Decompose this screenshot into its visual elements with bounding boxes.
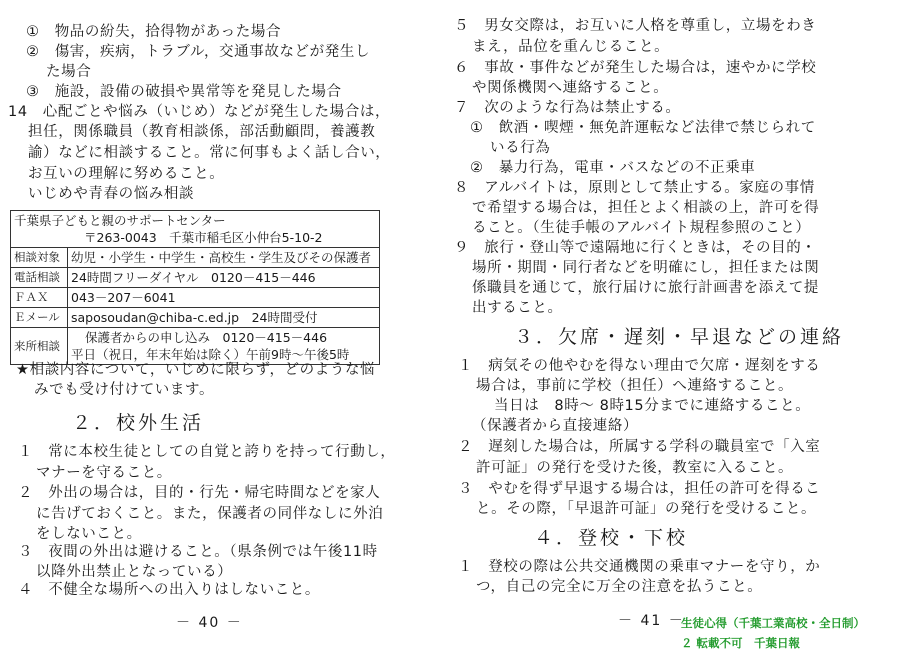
text-line: １ 常に本校生徒としての自覚と誇りを持って行動し， <box>18 444 396 460</box>
row-value: 043－207－6041 <box>68 288 380 308</box>
text-line: お互いの理解に努めること。 <box>28 166 225 182</box>
text-line: マナーを守ること。 <box>36 465 172 481</box>
text-line: ６ 事故・事件などが発生した場合は，速やかに学校 <box>454 60 817 76</box>
text-line: 許可証」の発行を受けた後，教室に入ること。 <box>476 460 794 476</box>
text-line: ること。（生徒手帳のアルバイト規程参照のこと） <box>472 220 811 236</box>
section-title: ４．登校・下校 <box>534 527 689 549</box>
row-key: 来所相談 <box>11 328 68 365</box>
row-value: 幼児・小学生・中学生・高校生・学生及びその保護者 <box>68 248 380 268</box>
text-line: ② 暴力行為，電車・バスなどの不正乗車 <box>470 160 756 176</box>
page-number: － 40 － <box>176 615 243 631</box>
text-line: ３ 夜間の外出は避けること。（県条例では午後11時 <box>18 544 378 560</box>
row-value: 24時間フリーダイヤル 0120－415－446 <box>68 268 380 288</box>
text-line: 場所・期間・同行者などを明確にし，担任または関 <box>472 260 820 276</box>
text-line: 当日は 8時～ 8時15分までに連絡すること。 <box>494 398 811 414</box>
table-row <box>11 288 380 308</box>
text-line: ２ 遅刻した場合は，所属する学科の職員室で「入室 <box>458 439 821 455</box>
contact-org-cell <box>11 211 380 248</box>
stamp-line: 生徒心得（千葉工業高校・全日制） <box>681 616 865 630</box>
page-number: － 41 － <box>618 613 685 629</box>
text-line: 出すること。 <box>472 300 563 316</box>
text-line: １ 病気その他やむを得ない理由で欠席・遅刻をする <box>458 358 821 374</box>
text-line: 担任，関係職員（教育相談係，部活動顧問，養護教 <box>28 124 376 140</box>
text-line: や関係機関へ連絡すること。 <box>472 80 669 96</box>
text-line: ７ 次のような行為は禁止する。 <box>454 100 681 116</box>
row-value: 保護者からの申し込み 0120－415－446 <box>85 330 328 345</box>
text-line: ① 物品の紛失，拾得物があった場合 <box>26 24 282 40</box>
note-line: みでも受け付けています。 <box>34 382 215 398</box>
row-key: 電話相談 <box>11 268 68 288</box>
stamp-line: ２ 転載不可 千葉日報 <box>681 636 801 650</box>
section-title: ３．欠席・遅刻・早退などの連絡 <box>514 326 845 348</box>
contact-org: 千葉県子どもと親のサポートセンター <box>14 213 226 228</box>
row-value-2: 平日（祝日，年末年始は除く）午前9時～午後5時 <box>71 347 350 362</box>
text-line: いじめや青春の悩み相談 <box>28 186 195 202</box>
text-line: ３ やむを得ず早退する場合は，担任の許可を得るこ <box>458 481 821 497</box>
text-line: １ 登校の際は公共交通機関の乗車マナーを守り，か <box>458 559 821 575</box>
text-line: をしないこと。 <box>36 526 142 542</box>
text-line: 14 心配ごとや悩み（いじめ）などが発生した場合は， <box>8 104 391 120</box>
text-line: ９ 旅行・登山等で遠隔地に行くときは，その目的・ <box>454 240 817 256</box>
text-line: ① 飲酒・喫煙・無免許運転など法律で禁じられて <box>470 120 816 136</box>
text-line: 以降外出禁止となっている） <box>36 564 233 580</box>
section-title: ２．校外生活 <box>72 412 205 434</box>
table-row <box>11 308 380 328</box>
row-key: ＦＡＸ <box>11 288 68 308</box>
contact-table <box>10 210 380 365</box>
text-line: に告げておくこと。また，保護者の同伴なしに外泊 <box>36 506 384 522</box>
right-page <box>450 0 900 659</box>
row-value: saposoudan@chiba-c.ed.jp 24時間受付 <box>68 308 380 328</box>
text-line: ② 傷害，疾病，トラブル，交通事故などが発生し <box>26 44 371 60</box>
text-line: まえ，品位を重んじること。 <box>472 39 670 55</box>
text-line: ４ 不健全な場所への出入りはしないこと。 <box>18 582 320 598</box>
contact-address: 〒263-0043 千葉市稲毛区小仲台5-10-2 <box>84 230 323 245</box>
text-line: 場合は，事前に学校（担任）へ連絡すること。 <box>476 378 794 394</box>
text-line: た場合 <box>46 64 92 80</box>
text-line: 係職員を通じて，旅行届けに旅行計画書を添えて提 <box>472 280 820 296</box>
text-line: と。その際，「早退許可証」の発行を受けること。 <box>476 501 817 517</box>
text-line: （保護者から直接連絡） <box>472 418 639 434</box>
table-row <box>11 268 380 288</box>
row-value-cell <box>68 328 380 365</box>
text-line: 諭）などに相談すること。常に何事もよく話し合い， <box>28 145 391 161</box>
note-line: ★相談内容について，いじめに限らず，どのような悩 <box>16 362 376 378</box>
text-line: ５ 男女交際は，お互いに人格を尊重し，立場をわき <box>454 18 817 34</box>
text-line: ８ アルバイトは，原則として禁止する。家庭の事情 <box>454 180 815 196</box>
text-line: つ，自己の完全に万全の注意を払うこと。 <box>476 579 763 595</box>
row-key: Ｅメール <box>11 308 68 328</box>
row-key: 相談対象 <box>11 248 68 268</box>
text-line: いる行為 <box>490 140 551 156</box>
text-line: ③ 施設，設備の破損や異常等を発見した場合 <box>26 84 342 100</box>
text-line: ２ 外出の場合は，目的・行先・帰宅時間などを家人 <box>18 485 381 501</box>
text-line: で希望する場合は，担任とよく相談の上，許可を得 <box>472 200 820 216</box>
source-stamp <box>681 613 865 653</box>
table-row <box>11 248 380 268</box>
table-row <box>11 328 380 365</box>
